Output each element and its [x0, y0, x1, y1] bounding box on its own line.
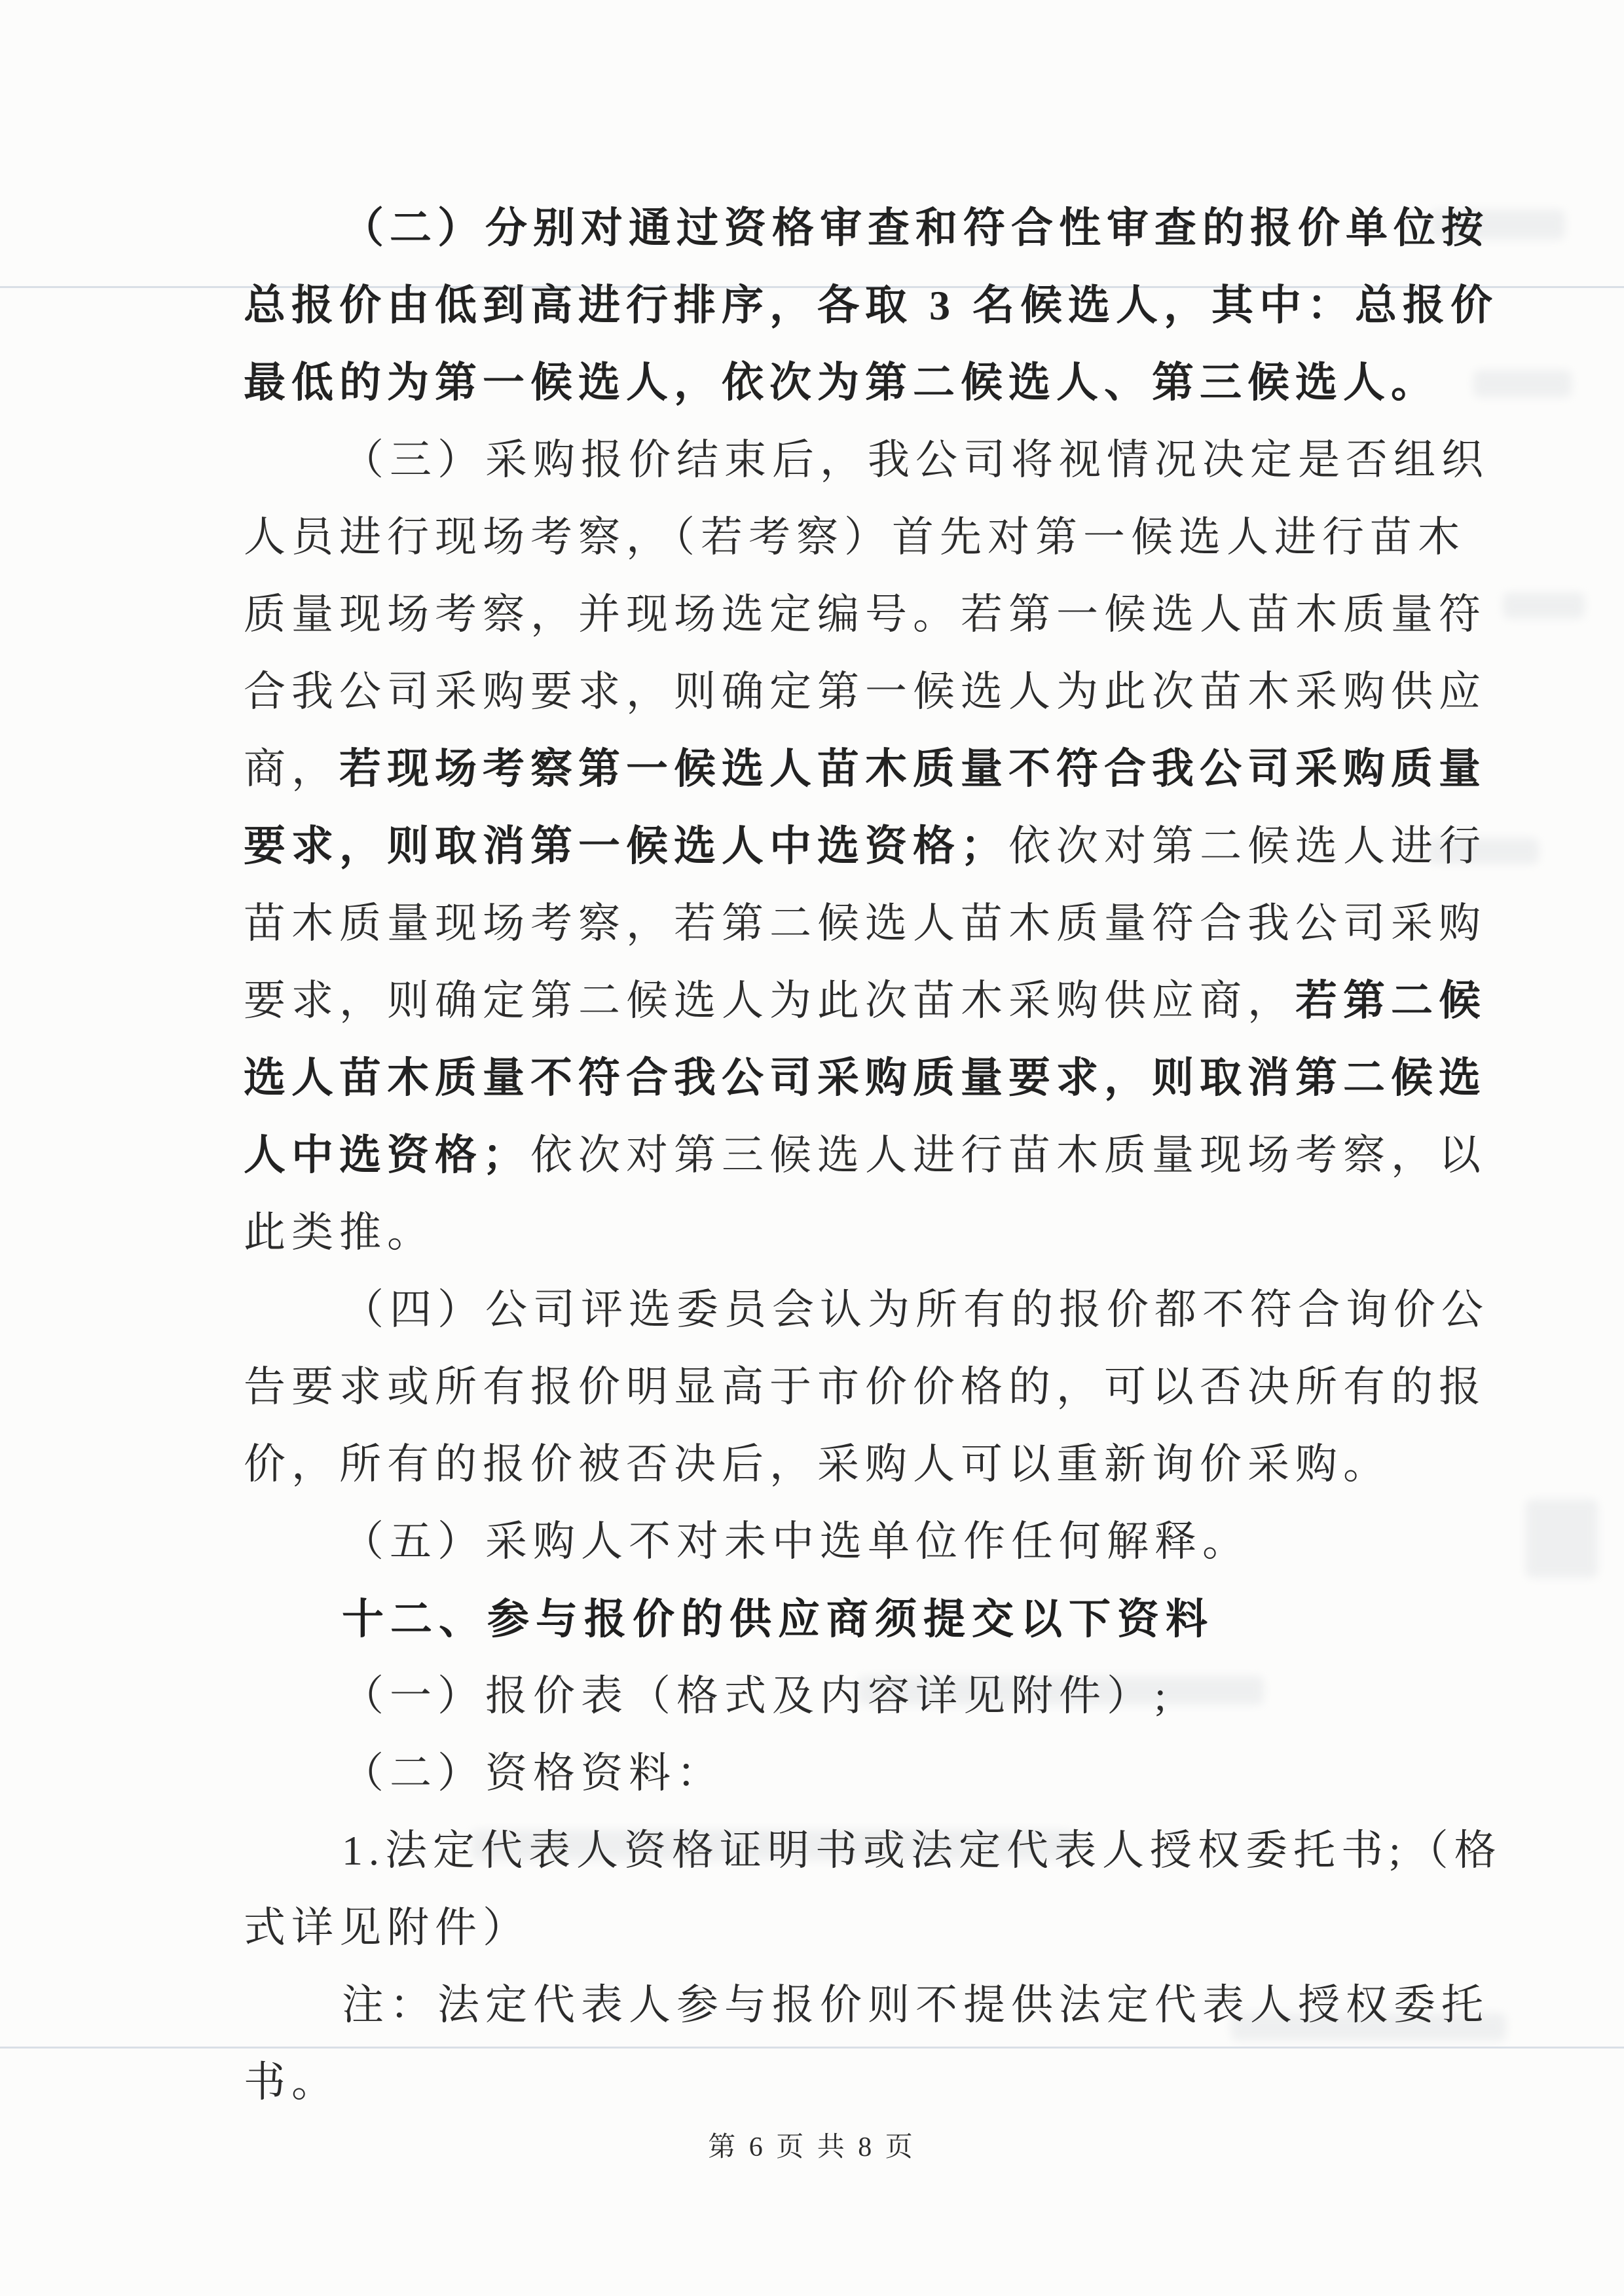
- body-text: 注：法定代表人参与报价则不提供法定代表人授权委托: [342, 1982, 1489, 2028]
- body-text: 苗木质量现场考察，若第二候选人苗木质量符合我公司采购: [244, 900, 1486, 947]
- bold-text: 选人苗木质量不符合我公司采购质量要求，则取消第二候选: [244, 1055, 1486, 1101]
- text-line: [244, 190, 1489, 267]
- bold-text: 最低的为第一候选人，依次为第二候选人、第三候选人。: [244, 359, 1439, 406]
- body-text: 要求，则确定第二候选人为此次苗木采购供应商，: [244, 977, 1295, 1024]
- text-line: [244, 1194, 1416, 1271]
- body-text: 式详见附件）: [244, 1904, 530, 1951]
- document-body: [244, 190, 1502, 2121]
- text-line: [244, 576, 1486, 653]
- page-footer: [0, 2125, 1624, 2164]
- body-text: 依次对第二候选人进行: [1008, 823, 1486, 869]
- bold-text: 要求，则取消第一候选人中选资格；: [244, 823, 1008, 869]
- body-text: （三）采购报价结束后，我公司将视情况决定是否组织: [342, 437, 1489, 483]
- text-line: [244, 1426, 1416, 1503]
- body-text: 依次对第三候选人进行苗木质量现场考察，以: [530, 1132, 1486, 1178]
- text-line: [244, 1889, 1416, 1967]
- text-line: [244, 653, 1486, 731]
- text-line: [244, 267, 1498, 344]
- bleed-through-artifact: [1503, 592, 1585, 619]
- body-text: 人员进行现场考察，（若考察）首先对第一候选人进行苗木: [244, 514, 1466, 560]
- text-line: [244, 499, 1466, 576]
- text-line: [244, 1271, 1489, 1349]
- body-text: 合我公司采购要求，则确定第一候选人为此次苗木采购供应: [244, 668, 1486, 715]
- text-line: [244, 1967, 1489, 2044]
- text-line: [244, 1658, 1416, 1735]
- body-text: （四）公司评选委员会认为所有的报价都不符合询价公: [342, 1286, 1489, 1333]
- text-line: [244, 1812, 1502, 1889]
- bold-text: 总报价由低到高进行排序，各取 3 名候选人，其中：总报价: [244, 282, 1498, 329]
- text-line: [244, 422, 1489, 499]
- bold-text: 人中选资格；: [244, 1132, 530, 1178]
- body-text: 此类推。: [244, 1209, 435, 1256]
- text-line: [244, 1503, 1416, 1580]
- page-number: 第 6 页 共 8 页: [708, 2132, 916, 2162]
- bold-text: （二）分别对通过资格审查和符合性审查的报价单位按: [342, 205, 1489, 251]
- text-line: [244, 1117, 1486, 1194]
- body-text: 商，: [244, 746, 339, 792]
- text-line: [244, 2044, 1416, 2121]
- section-heading: [244, 1580, 1416, 1658]
- body-text: 价，所有的报价被否决后，采购人可以重新询价采购。: [244, 1441, 1391, 1487]
- text-line: [244, 808, 1486, 885]
- text-line: [244, 1040, 1486, 1117]
- bleed-through-artifact: [1526, 1499, 1598, 1578]
- body-text: 1.法定代表人资格证明书或法定代表人授权委托书;（格: [342, 1827, 1502, 1874]
- text-line: [244, 1735, 1416, 1812]
- bold-text: 若第二候: [1295, 977, 1486, 1024]
- bleed-through-artifact: [1473, 370, 1572, 397]
- text-line: [244, 962, 1486, 1040]
- text-line: [244, 885, 1486, 962]
- body-text: （二）资格资料：: [342, 1750, 724, 1796]
- body-text: （五）采购人不对未中选单位作任何解释。: [342, 1518, 1250, 1565]
- text-line: [244, 731, 1486, 808]
- body-text: （一）报价表（格式及内容详见附件）;: [342, 1673, 1172, 1719]
- body-text: 告要求或所有报价明显高于市价价格的，可以否决所有的报: [244, 1364, 1486, 1410]
- text-line: [244, 1349, 1486, 1426]
- body-text: 书。: [244, 2059, 339, 2105]
- bold-text: 若现场考察第一候选人苗木质量不符合我公司采购质量: [339, 746, 1486, 792]
- heading-text: 十二、参与报价的供应商须提交以下资料: [342, 1595, 1214, 1643]
- text-line: [244, 344, 1439, 422]
- body-text: 质量现场考察，并现场选定编号。若第一候选人苗木质量符: [244, 591, 1486, 638]
